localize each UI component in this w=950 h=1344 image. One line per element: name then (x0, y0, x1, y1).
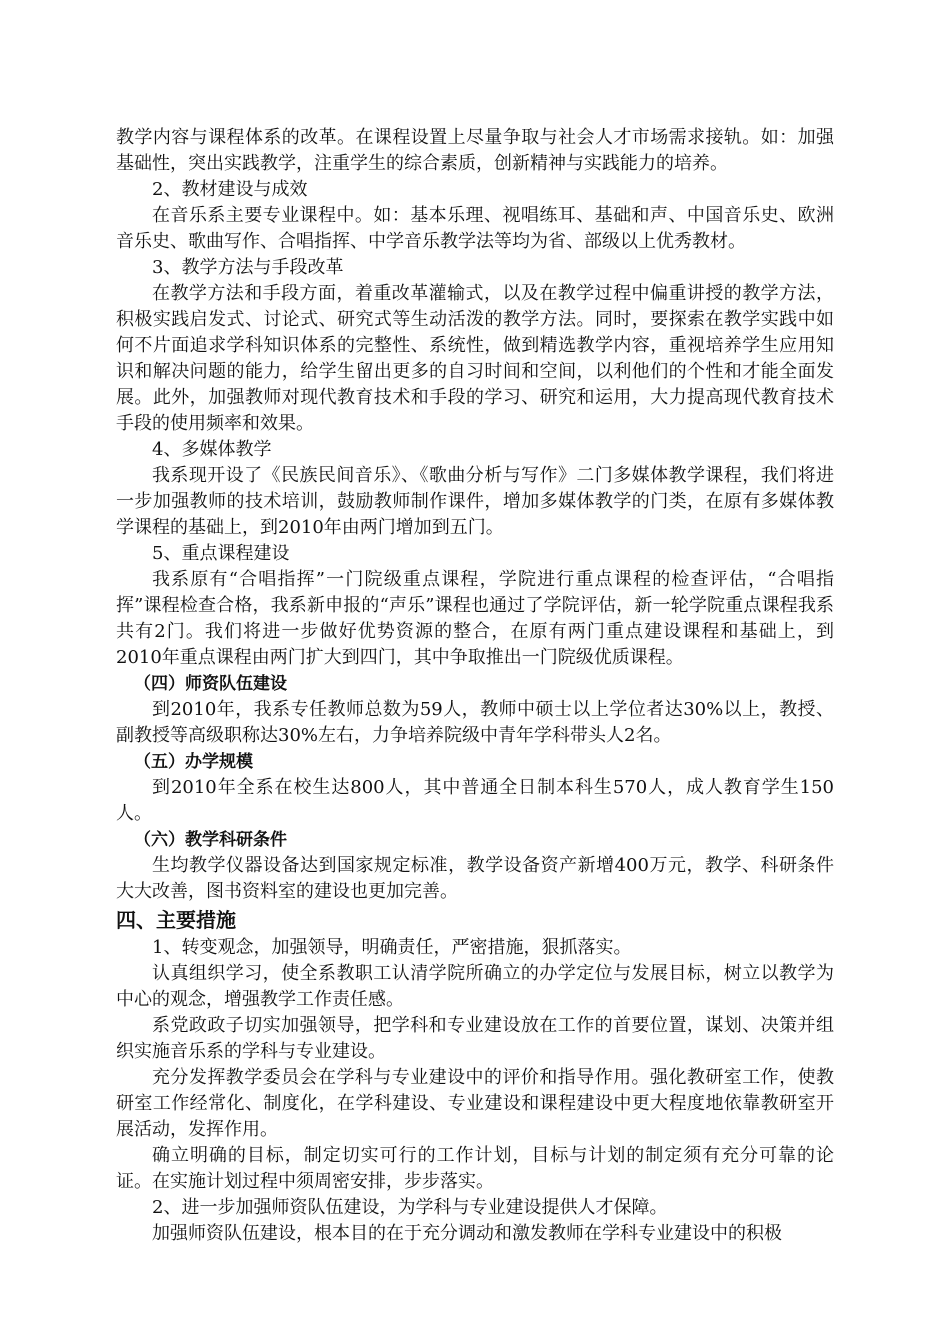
paragraph: 加强师资队伍建设，根本目的在于充分调动和激发教师在学科专业建设中的积极 (152, 1223, 782, 1244)
item-heading: 1、转变观念，加强领导，明确责任，严密措施，狠抓落实。 (152, 937, 632, 958)
paragraph: 到2010年全系在校生达800人，其中普通全日制本科生570人，成人教育学生150人。 (116, 777, 834, 824)
paragraph: 到2010年，我系专任教师总数为59人，教师中硕士以上学位者达30%以上，教授、副教授等高级职称达30%左右，力争培养院级中青年学科带头人2名。 (116, 699, 834, 746)
paragraph: 充分发挥教学委员会在学科与专业建设中的评价和指导作用。强化教研室工作，使教研室工作经常化、制度化，在学科建设、专业建设和课程建设中更大程度地依靠教研室开展活动，发挥作用。 (116, 1067, 834, 1140)
item-heading: 3、教学方法与手段改革 (152, 257, 344, 278)
paragraph: 认真组织学习，使全系教职工认清学院所确立的办学定位与发展目标，树立以教学为中心的观念，增强教学工作责任感。 (116, 963, 834, 1010)
item-heading: 4、多媒体教学 (152, 439, 272, 460)
document-body (116, 125, 834, 1247)
paragraph: 在音乐系主要专业课程中。如：基本乐理、视唱练耳、基础和声、中国音乐史、欧洲音乐史、歌曲写作、合唱指挥、中学音乐教学法等均为省、部级以上优秀教材。 (116, 205, 834, 252)
section-heading: （四）师资队伍建设 (134, 674, 287, 694)
paragraph: 我系现开设了《民族民间音乐》、《歌曲分析与写作》二门多媒体教学课程，我们将进一步加强教师的技术培训，鼓励教师制作课件，增加多媒体教学的门类，在原有多媒体教学课程的基础上，到2010年由两门增加到五门。 (116, 465, 834, 538)
paragraph: 在教学方法和手段方面，着重改革灌输式，以及在教学过程中偏重讲授的教学方法，积极实践启发式、讨论式、研究式等生动活泼的教学方法。同时，要探索在教学实践中如何不片面追求学科知识体系的完整性、系统性，做到精选教学内容，重视培养学生应用知识和解决问题的能力，给学生留出更多的自习时间和空间，以利他们的个性和才能全面发展。此外，加强教师对现代教育技术和手段的学习、研究和运用，大力提高现代教育技术手段的使用频率和效果。 (116, 283, 834, 434)
item-heading: 2、进一步加强师资队伍建设，为学科与专业建设提供人才保障。 (152, 1197, 668, 1218)
paragraph: 系党政政子切实加强领导，把学科和专业建设放在工作的首要位置，谋划、决策并组织实施音乐系的学科与专业建设。 (116, 1015, 834, 1062)
paragraph: 确立明确的目标，制定切实可行的工作计划，目标与计划的制定须有充分可靠的论证。在实施计划过程中须周密安排，步步落实。 (116, 1145, 834, 1192)
section-heading: （五）办学规模 (134, 752, 253, 772)
item-heading: 2、教材建设与成效 (152, 179, 308, 200)
paragraph: 生均教学仪器设备达到国家规定标准，教学设备资产新增400万元，教学、科研条件大大改善，图书资料室的建设也更加完善。 (116, 855, 834, 902)
item-heading: 5、重点课程建设 (152, 543, 290, 564)
chapter-heading: 四、主要措施 (116, 908, 236, 932)
paragraph: 教学内容与课程体系的改革。在课程设置上尽量争取与社会人才市场需求接轨。如：加强基础性，突出实践教学，注重学生的综合素质，创新精神与实践能力的培养。 (116, 127, 834, 174)
section-heading: （六）教学科研条件 (134, 830, 287, 850)
paragraph: 我系原有“合唱指挥”一门院级重点课程，学院进行重点课程的检查评估，“合唱指挥”课程检查合格，我系新申报的“声乐”课程也通过了学院评估，新一轮学院重点课程我系共有2门。我们将进一步做好优势资源的整合，在原有两门重点建设课程和基础上，到2010年重点课程由两门扩大到四门，其中争取推出一门院级优质课程。 (116, 569, 834, 668)
